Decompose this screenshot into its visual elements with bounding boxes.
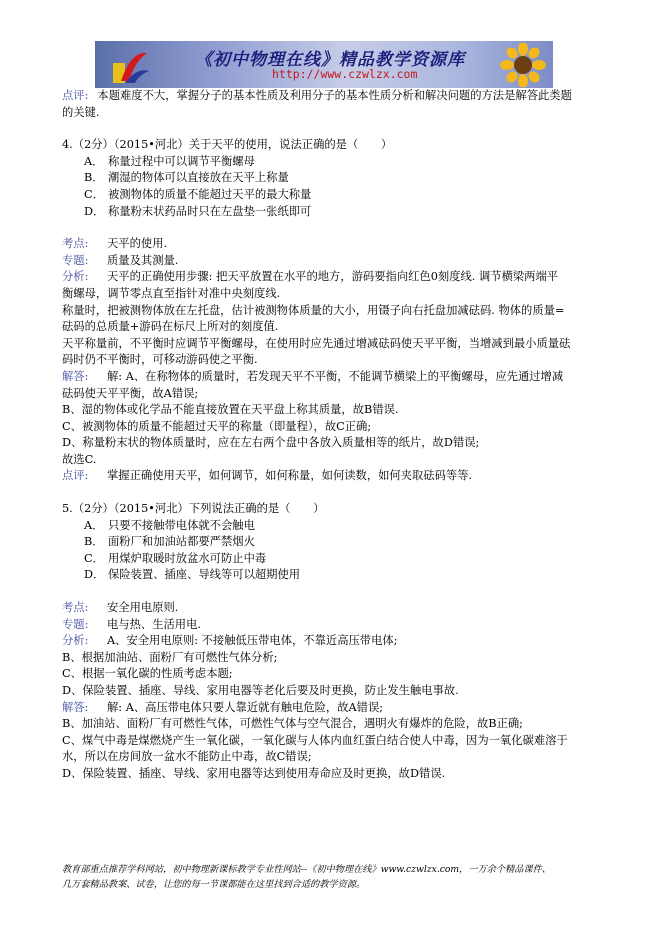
q4-option-a: A． 称量过程中可以调节平衡螺母: [84, 154, 255, 168]
q4-jieda-6: 故选C.: [62, 452, 97, 466]
document-body: [62, 88, 598, 783]
q5-jieda-2: B、加油站、面粉厂有可燃性气体，可燃性气体与空气混合，遇明火有爆炸的危险，故B正确;: [62, 717, 523, 731]
q4-fenxi-6: 码时仍不平衡时，可移动游码使之平衡.: [62, 353, 258, 367]
q4-jieda-4: C、被测物体的质量不能超过天平的称量（即量程），故C正确;: [62, 419, 372, 433]
q4-kaodian: 考点: 天平的使用.: [62, 237, 168, 251]
question-5-stem: 5.（2分）（2015•河北）下列说法正确的是（ ）: [62, 502, 325, 516]
q4-fenxi-1: 分析: 天平的正确使用步骤: 把天平放置在水平的地方，游码要指向红色0刻度线. 调节横梁两端平: [62, 270, 559, 284]
q4-jieda-3: B、湿的物体或化学品不能直接放置在天平盘上称其质量，故B错误.: [62, 403, 399, 417]
prev-comment-line1: [62, 88, 598, 105]
comment-text: 本题难度不大，掌握分子的基本性质及利用分子的基本性质分析和解决问题的方法是解答此类题: [97, 89, 572, 102]
q4-fenxi-2: 衡螺母，调节零点直至指针对准中央刻度线.: [62, 286, 281, 300]
q5-fenxi-3: C、根据一氧化碳的性质考虑本题;: [62, 667, 233, 681]
q4-jieda-5: D、称量粉末状的物体质量时，应在左右两个盘中各放入质量相等的纸片，故D错误;: [62, 436, 480, 450]
q4-zhuanti: 专题: 质量及其测量.: [62, 253, 179, 267]
banner-url[interactable]: http://www.czwlzx.com: [272, 67, 418, 81]
q5-fenxi-2: B、根据加油站、面粉厂有可燃性气体分析;: [62, 650, 278, 664]
q4-option-c: C． 被测物体的质量不能超过天平的最大称量: [84, 187, 312, 201]
q5-option-c: C． 用煤炉取暖时放盆水可防止中毒: [84, 551, 267, 565]
comment-label: 点评:: [62, 89, 89, 102]
q5-option-b: B． 面粉厂和加油站都要严禁烟火: [84, 535, 255, 549]
q4-fenxi-4: 砝码的总质量+游码在标尺上所对的刻度值.: [62, 320, 279, 334]
q5-jieda-5: D、保险装置、插座、导线、家用电器等达到使用寿命应及时更换，故D错误.: [62, 766, 446, 780]
q4-jieda-1: 解答: 解: A、在称物体的质量时，若发现天平不平衡，不能调节横梁上的平衡螺母，应先通过增减: [62, 369, 564, 383]
q5-jieda-4: 水，所以在房间放一盆水不能防止中毒，故C错误;: [62, 750, 312, 764]
q5-zhuanti: 专题: 电与热、生活用电.: [62, 617, 201, 631]
q4-dianping: 点评: 掌握正确使用天平，如何调节，如何称量，如何读数，如何夹取砝码等等.: [62, 469, 473, 483]
header-banner: [95, 41, 553, 88]
q4-jieda-2: 砝码使天平平衡，故A错误;: [62, 386, 199, 400]
logo-icon: [111, 45, 151, 85]
q5-jieda-1: 解答: 解: A、高压带电体只要人靠近就有触电危险，故A错误;: [62, 700, 384, 714]
q5-fenxi-4: D、保险装置、插座、导线、家用电器等老化后要及时更换，防止发生触电事故.: [62, 684, 459, 697]
footer-line-2: 几万套精品教案、试卷，让您的每一节课都能在这里找到合适的教学资源。: [62, 879, 366, 890]
prev-comment-line2: 的关键.: [62, 105, 100, 119]
sunflower-icon: [493, 43, 549, 87]
q4-option-d: D． 称量粉末状药品时只在左盘垫一张纸即可: [84, 204, 312, 218]
footer-line-1: 教育部重点推荐学科网站，初中物理新课标教学专业性网站--《初中物理在线》www.czwlzx.com，一万余个精品课件、: [62, 864, 551, 875]
q4-fenxi-5: 天平称量前，不平衡时应调节平衡螺母，在使用时应先通过增减砝码使天平平衡，当增减到最小质量砝: [62, 336, 571, 350]
banner-title: 《初中物理在线》精品教学资源库: [195, 50, 465, 70]
q4-fenxi-3: 称量时，把被测物体放在左托盘，估计被测物体质量的大小，用镊子向右托盘加减砝码. 物体的质量=: [62, 303, 565, 317]
q5-option-d: D． 保险装置、插座、导线等可以超期使用: [84, 568, 301, 582]
question-4-stem: 4.（2分）（2015•河北）关于天平的使用，说法正确的是（ ）: [62, 138, 393, 152]
q4-option-b: B． 潮湿的物体可以直接放在天平上称量: [84, 171, 289, 185]
page-footer: [62, 862, 602, 892]
q5-kaodian: 考点: 安全用电原则.: [62, 601, 179, 615]
q5-jieda-3: C、煤气中毒是煤燃烧产生一氧化碳，一氧化碳与人体内血红蛋白结合使人中毒，因为一氧化碳难溶于: [62, 733, 568, 747]
q5-option-a: A． 只要不接触带电体就不会触电: [84, 518, 255, 532]
q5-fenxi-1: 分析: A、安全用电原则: 不接触低压带电体，不靠近高压带电体;: [62, 634, 398, 648]
